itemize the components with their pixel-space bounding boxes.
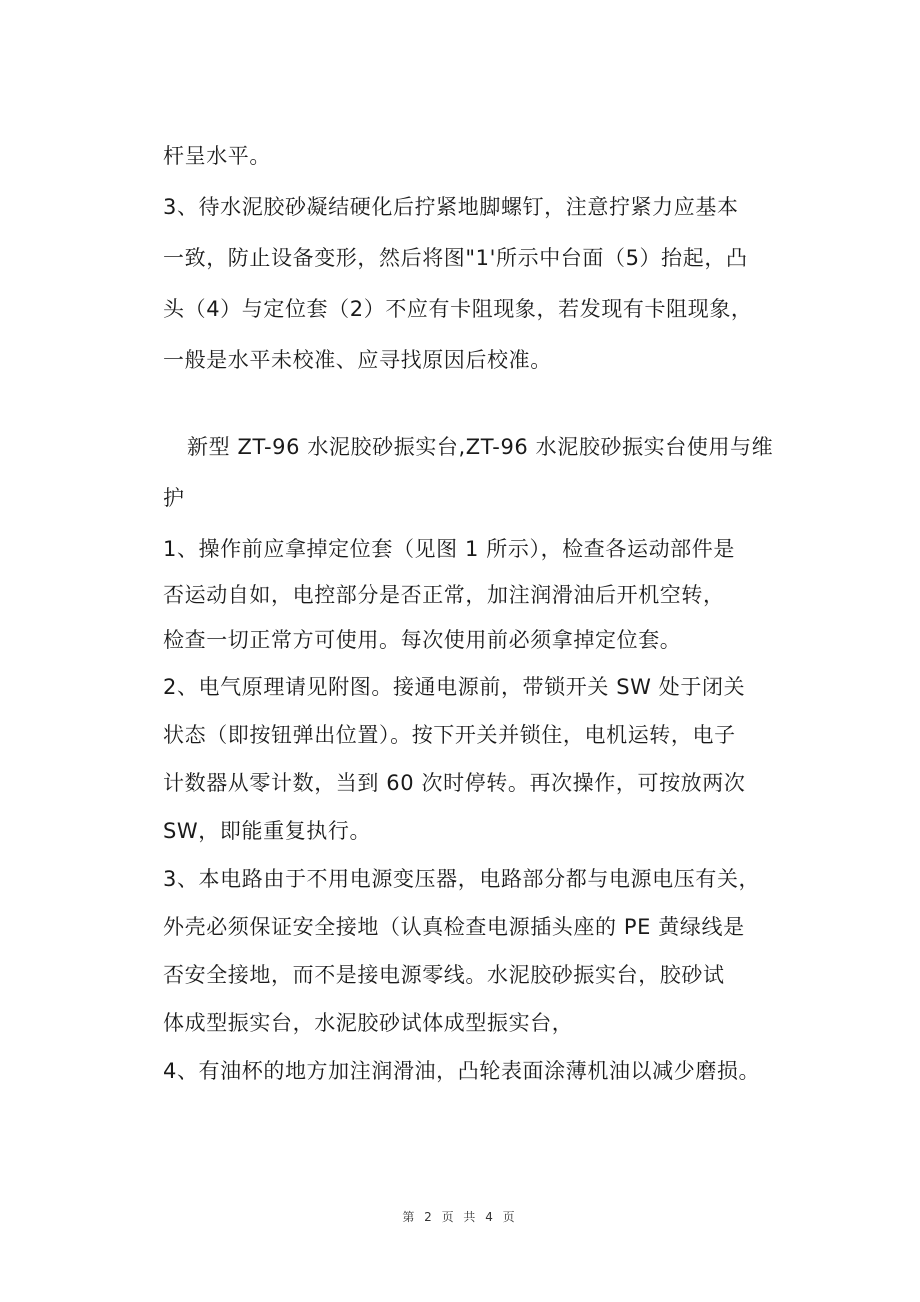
text-line: 头（4）与定位套（2）不应有卡阻现象，若发现有卡阻现象， (163, 297, 753, 321)
text-line: SW，即能重复执行。 (163, 819, 372, 843)
page-number-footer: 第 2 页 共 4 页 (402, 1210, 518, 1224)
text-line: 3、待水泥胶砂凝结硬化后拧紧地脚螺钉，注意拧紧力应基本 (163, 195, 739, 219)
text-line: 体成型振实台，水泥胶砂试体成型振实台， (163, 1011, 574, 1035)
text-line: 状态（即按钮弹出位置）。按下开关并锁住，电机运转，电子 (163, 723, 736, 747)
text-line: 一致，防止设备变形，然后将图"1'所示中台面（5）抬起，凸 (163, 246, 748, 270)
text-line: 检查一切正常方可使用。每次使用前必须拿掉定位套。 (163, 628, 682, 652)
text-line: 计数器从零计数，当到 60 次时停转。再次操作，可按放两次 (163, 771, 746, 795)
text-line: 新型 ZT-96 水泥胶砂振实台,ZT-96 水泥胶砂振实台使用与维 (187, 435, 774, 459)
text-line: 4、有油杯的地方加注润滑油，凸轮表面涂薄机油以减少磨损。 (163, 1059, 761, 1083)
text-line: 3、本电路由于不用电源变压器，电路部分都与电源电压有关， (163, 867, 761, 891)
text-line: 1、操作前应拿掉定位套（见图 1 所示），检查各运动部件是 (163, 537, 735, 561)
text-line: 否运动自如，电控部分是否正常，加注润滑油后开机空转， (163, 583, 725, 607)
text-line: 护 (163, 486, 185, 510)
text-line: 杆呈水平。 (163, 144, 271, 168)
text-line: 一般是水平未校准、应寻找原因后校准。 (163, 348, 552, 372)
text-line: 否安全接地，而不是接电源零线。水泥胶砂振实台，胶砂试 (163, 963, 725, 987)
text-line: 2、电气原理请见附图。接通电源前，带锁开关 SW 处于闭关 (163, 675, 746, 699)
text-line: 外壳必须保证安全接地（认真检查电源插头座的 PE 黄绿线是 (163, 915, 745, 939)
